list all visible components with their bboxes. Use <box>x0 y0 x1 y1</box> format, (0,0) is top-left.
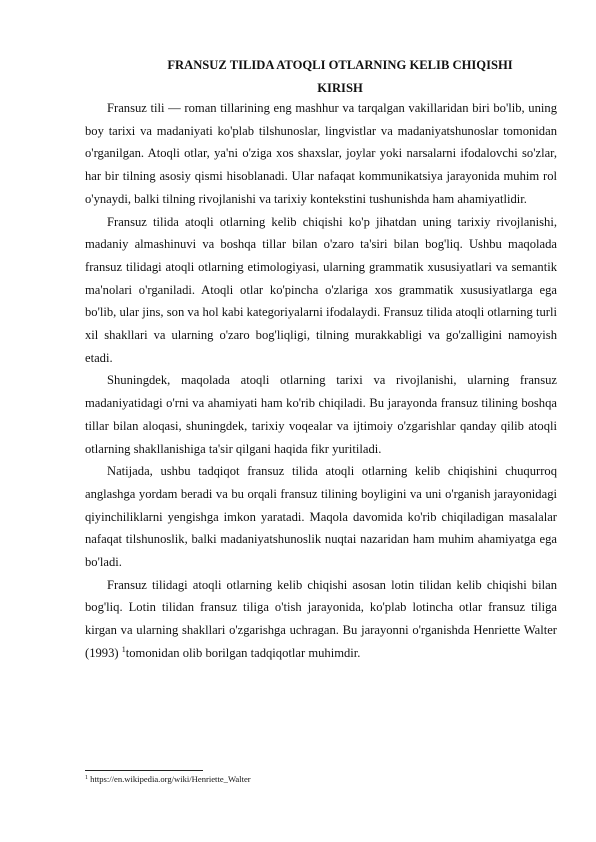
footnote <box>85 774 557 785</box>
footnote-mark: 1 <box>85 775 88 781</box>
paragraph: Fransuz tili — roman tillarining eng mashhur va tarqalgan vakillaridan biri bo'lib, uning boy tarixi va madaniyati ko'plab tilshunoslar, lingvistlar va madaniyatshunoslar tomonidan o'rganilgan. Atoqli otlar, ya'ni o'ziga xos shaxslar, joylar yoki narsalarni ifodalovchi so'zlar, har bir tilning asosiy qismi hisoblanadi. Ular nafaqat kommunikatsiya jarayonida muhim rol o'ynaydi, balki tilning rivojlanishi va tarixiy kontekstini tushunishda ham ahamiyatlidir. <box>85 101 557 206</box>
document-title: FRANSUZ TILIDA ATOQLI OTLARNING KELIB CHIQISHI <box>167 58 513 72</box>
paragraph: Shuningdek, maqolada atoqli otlarning tarixi va rivojlanishi, ularning fransuz madaniyatidagi o'rni va ahamiyati ham ko'rib chiqiladi. Bu jarayonda fransuz tilining boshqa tillar bilan aloqasi, shuningdek, tarixiy voqealar va ijtimoiy o'zgarishlar qanday qilib atoqli otlarning shakllanishiga ta'sir qilgani haqida fikr yuritiladi. <box>85 373 557 456</box>
paragraph-with-footnote <box>85 574 557 665</box>
body-text <box>85 97 557 665</box>
footnote-link[interactable]: https://en.wikipedia.org/wiki/Henriette_Walter <box>88 774 251 784</box>
section-heading: KIRISH <box>317 81 363 95</box>
paragraph: Fransuz tilida atoqli otlarning kelib chiqishi ko'p jihatdan uning tarixiy rivojlanishi, madaniy almashinuvi va boshqa tillar bilan o'zaro ta'siri bilan bog'liq. Ushbu maqolada fransuz tilidagi atoqli otlarning etimologiyasi, ularning grammatik xususiyatlari va semantik ma'nolari o'rganiladi. Atoqli otlar ko'pincha o'zlariga xos grammatik xususiyatlarga ega bo'lib, ular jins, son va hol kabi kategoriyalarni ifodalaydi. Fransuz tilida atoqli otlarning turli xil shakllari va ularning o'zaro bog'liqligi, tilning murakkabligi va go'zalligini namoyish etadi. <box>85 214 557 365</box>
footnote-divider <box>85 770 203 771</box>
paragraph-text-before-ref: Fransuz tilidagi atoqli otlarning kelib chiqishi asosan lotin tilidan kelib chiqishi bilan bog'liq. Lotin tilidan fransuz tiliga o'tish jarayonida, ko'plab lotincha otlar fransuz tiliga kirgan va ularning shakllari o'zgarishga uchragan. Bu jarayonni o'rganishda Henriette Walter (1993) <box>85 577 557 660</box>
footnote-reference[interactable]: 1 <box>121 644 126 654</box>
paragraph: Natijada, ushbu tadqiqot fransuz tilida atoqli otlarning kelib chiqishini chuqurroq anglashga yordam beradi va bu orqali fransuz tilining boyligini va uni o'rganish jarayonidagi qiyinchiliklarni yengishga imkon yaratadi. Maqola davomida ko'rib chiqiladigan masalalar nafaqat tilshunoslik, balki madaniyatshunoslik nuqtai nazaridan ham muhim ahamiyatga ega bo'ladi. <box>85 464 557 570</box>
paragraph-text-after-ref: tomonidan olib borilgan tadqiqotlar muhimdir. <box>125 645 361 660</box>
